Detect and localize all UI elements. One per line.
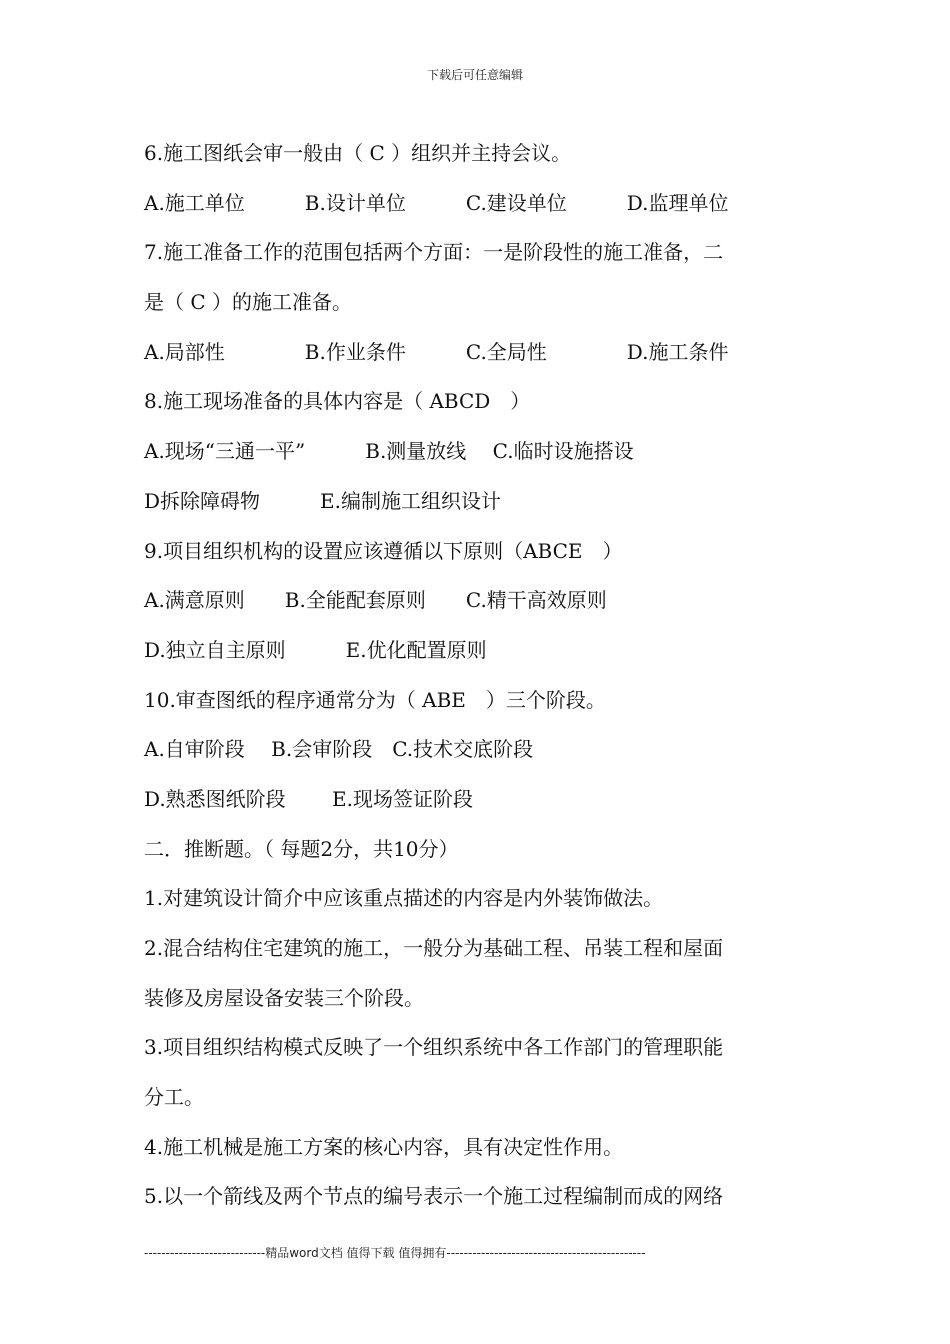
question-10: 10.审查图纸的程序通常分为（ ABE ）三个阶段。 — [144, 687, 606, 712]
judge-2: 2.混合结构住宅建筑的施工，一般分为基础工程、吊装工程和屋面 — [144, 936, 724, 960]
question-7: 7.施工准备工作的范围包括两个方面：一是阶段性的施工准备，二 — [144, 240, 724, 265]
document-body — [144, 133, 824, 1226]
question-7-cont: 是（ C ）的施工准备。 — [144, 290, 353, 315]
question-9-options-a: A.满意原则 B.全能配套原则 C.精干高效原则 — [144, 588, 607, 613]
judge-1: 1.对建筑设计简介中应该重点描述的内容是内外装饰做法。 — [144, 886, 664, 911]
page-footer: ----------------------------精品word文档 值得下载 值得拥有---------------------------------------------- — [144, 1246, 646, 1260]
section-heading: 二．推断题。（ 每题2分，共10分） — [144, 836, 459, 861]
question-6: 6.施工图纸会审一般由（ C ）组织并主持会议。 — [144, 141, 572, 165]
judge-3: 3.项目组织结构模式反映了一个组织系统中各工作部门的管理职能 — [144, 1035, 724, 1060]
question-8-options-a: A.现场“三通一平” B.测量放线 C.临时设施搭设 — [144, 439, 634, 464]
judge-3-cont: 分工。 — [144, 1085, 204, 1110]
question-8: 8.施工现场准备的具体内容是（ ABCD ） — [144, 389, 531, 414]
question-10-options-b: D.熟悉图纸阶段 E.现场签证阶段 — [144, 786, 473, 811]
judge-2-cont: 装修及房屋设备安装三个阶段。 — [144, 985, 424, 1010]
question-7-options: A.局部性 B.作业条件 C.全局性 D.施工条件 — [144, 339, 729, 364]
judge-4: 4.施工机械是施工方案的核心内容，具有决定性作用。 — [144, 1134, 624, 1159]
question-10-options-a: A.自审阶段 B.会审阶段 C.技术交底阶段 — [144, 737, 534, 762]
question-8-options-b: D拆除障碍物 E.编制施工组织设计 — [144, 488, 501, 513]
question-6-options: A.施工单位 B.设计单位 C.建设单位 D.监理单位 — [144, 190, 729, 215]
judge-5: 5.以一个箭线及两个节点的编号表示一个施工过程编制而成的网络 — [144, 1184, 724, 1209]
question-9-options-b: D.独立自主原则 E.优化配置原则 — [144, 637, 487, 662]
page-header: 下载后可任意编辑 — [426, 68, 523, 82]
question-9: 9.项目组织机构的设置应该遵循以下原则（ABCE ） — [144, 538, 623, 563]
